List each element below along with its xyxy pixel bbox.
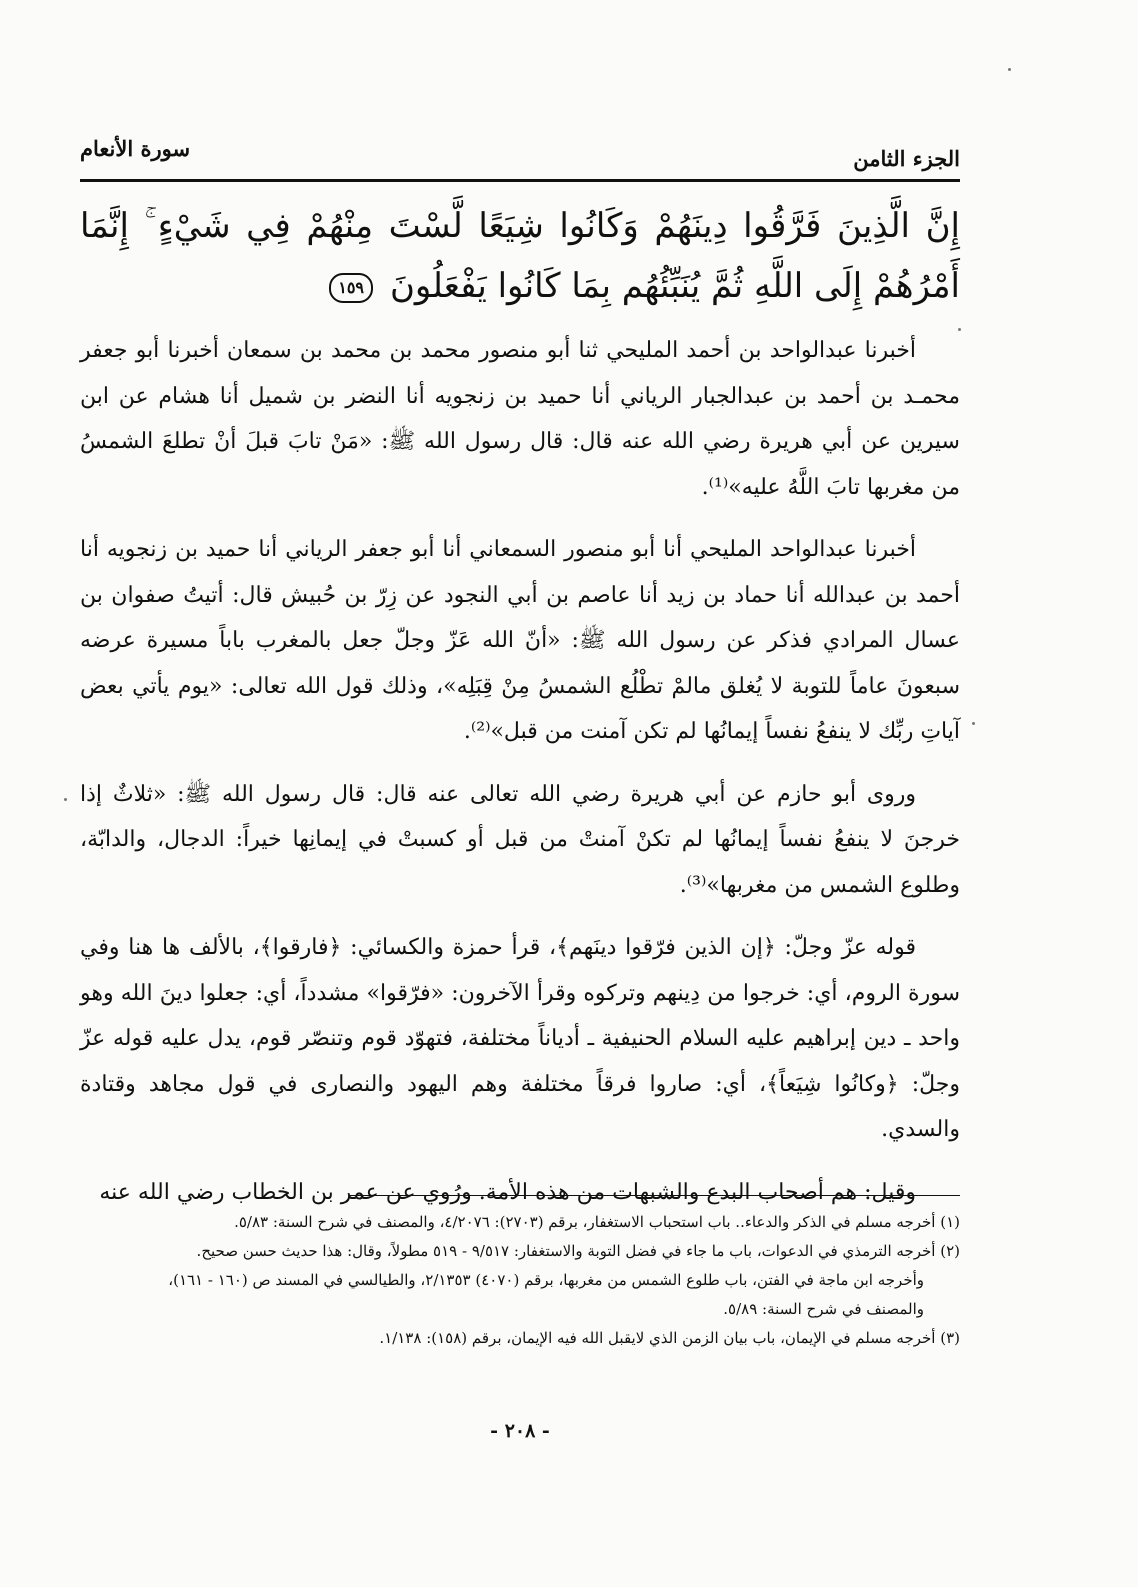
scan-speck — [64, 798, 67, 801]
footnote: (٢) أخرجه الترمذي في الدعوات، باب ما جاء في فضل التوبة والاستغفار: ٩/٥١٧ - ٥١٩ مطولاً، وقال: هذا حديث حسن صحيح. — [196, 1242, 960, 1260]
verse-number-marker: ١٥٩ — [329, 273, 373, 303]
part-title: الجزء الثامن — [853, 146, 960, 171]
header-rule — [80, 179, 960, 182]
scan-speck — [1008, 68, 1011, 71]
paragraph: قوله عزّ وجلّ: ﴿إن الذين فرّقوا دينَهم﴾، قرأ حمزة والكسائي: ﴿فارقوا﴾، بالألف ها هنا وفي سورة الروم، أي: خرجوا من دِينهم وتركوه وقرأ الآخرون: «فرّقوا» مشدداً، أي: جعلوا دينَ الله وهو واحد ـ دين إبراهيم عليه السلام الحنيفية ـ أدياناً مختلفة، فتهوّد قوم وتنصّر قوم، يدل عليه قوله عزّ وجلّ: ﴿وكانُوا شِيَعاً﴾، أي: صاروا فرقاً مختلفة وهم اليهود والنصارى في قول مجاهد وقتادة والسدي. — [80, 935, 960, 1142]
book-page — [80, 0, 960, 1587]
scan-speck — [972, 722, 975, 725]
paragraph: وقيل: هم أصحاب البدع والشبهات من هذه الأمة. ورُوي عن عمر بن الخطاب رضي الله عنه — [99, 1179, 916, 1205]
paragraph: أخبرنا عبدالواحد المليحي أنا أبو منصور السمعاني أنا أبو جعفر الرياني أنا حميد بن زنجويه أنا أحمد بن عبدالله أنا حماد بن زيد أنا عاصم بن أبي النجود عن زِرّ بن حُبيش قال: أتيتُ صفوان بن عسال المرادي فذكر عن رسول الله ﷺ: «أنّ الله عَزّ وجلّ جعل بالمغرب باباً مسيرة عرضه سبعونَ عاماً للتوبة لا يُغلق مالمْ تطْلُع الشمسُ مِنْ قِبَلِه»، وذلك قول الله تعالى: «يوم يأتي بعض آياتِ ربِّك لا ينفعُ نفساً إيمانُها لم تكن آمنت من قبل»⁽²⁾. — [80, 537, 960, 744]
commentary-body — [80, 328, 960, 1232]
paragraph: وروى أبو حازم عن أبي هريرة رضي الله تعالى عنه قال: قال رسول الله ﷺ: «ثلاثٌ إذا خرجنَ لا ينفعُ نفساً إيمانُها لم تكنْ آمنتْ من قبل أو كسبتْ في إيمانِها خيراً: الدجال، والدابّة، وطلوع الشمس من مغربها»⁽³⁾. — [80, 781, 960, 898]
quran-verse — [80, 196, 960, 316]
paragraph: أخبرنا عبدالواحد بن أحمد المليحي ثنا أبو منصور محمد بن محمد بن سمعان أخبرنا أبو جعفر محمـد بن أحمد بن عبدالجبار الرياني أنا حميد بن زنجويه أنا النضر بن شميل أنا هشام عن ابن سيرين عن أبي هريرة رضي الله عنه قال: قال رسول الله ﷺ: «مَنْ تابَ قبلَ أنْ تطلعَ الشمسُ من مغربها تابَ اللَّهُ عليه»⁽¹⁾. — [80, 338, 960, 500]
scan-speck — [958, 328, 961, 331]
page-header — [80, 136, 960, 174]
footnote-rule — [350, 1195, 960, 1196]
footnote: (١) أخرجه مسلم في الذكر والدعاء.. باب استحباب الاستغفار، برقم (٢٧٠٣): ٤/٢٠٧٦، والمصنف في شرح السنة: ٥/٨٣. — [234, 1213, 960, 1231]
footnotes — [80, 1208, 960, 1353]
footnote-continuation: وأخرجه ابن ماجة في الفتن، باب طلوع الشمس من مغربها، برقم (٤٠٧٠) ٢/١٣٥٣، والطيالسي في المسند ص (١٦٠ - ١٦١)، — [168, 1271, 924, 1289]
footnote-continuation: والمصنف في شرح السنة: ٥/٨٩. — [723, 1300, 924, 1318]
surah-title: سورة الأنعام — [80, 136, 191, 161]
verse-text: إِنَّ الَّذِينَ فَرَّقُوا دِينَهُمْ وَكَانُوا شِيَعًا لَّسْتَ مِنْهُمْ فِي شَيْءٍ ۚ إِنَّمَا أَمْرُهُمْ إِلَى اللَّهِ ثُمَّ يُنَبِّئُهُم بِمَا كَانُوا يَفْعَلُونَ — [80, 206, 960, 306]
page-number: - ٢٠٨ - — [490, 1420, 550, 1442]
footnote: (٣) أخرجه مسلم في الإيمان، باب بيان الزمن الذي لايقبل الله فيه الإيمان، برقم (١٥٨): ١/١٣٨. — [379, 1329, 960, 1347]
